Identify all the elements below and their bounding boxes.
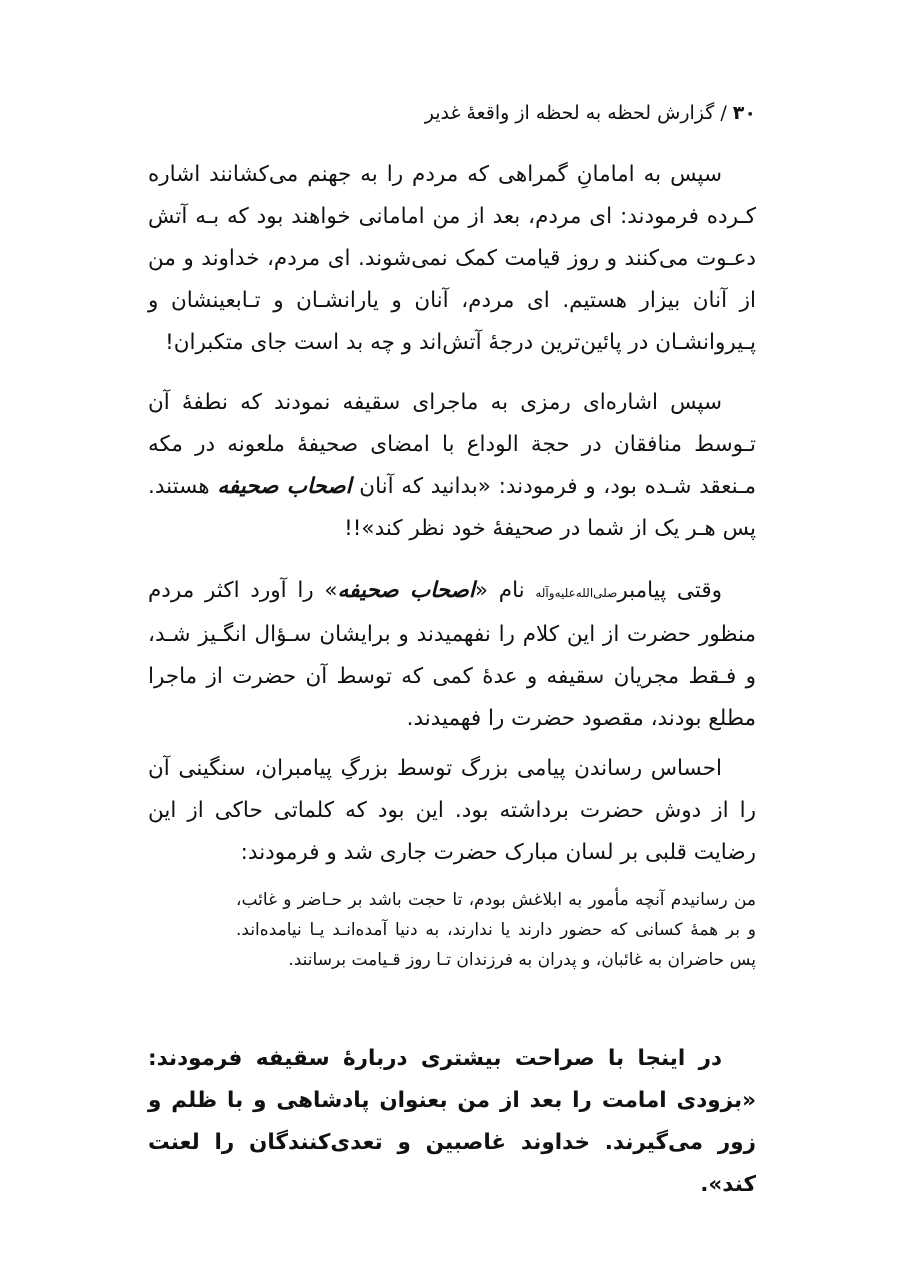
paragraph-text: وقتی پیامبر	[617, 578, 722, 603]
paragraph-text: هستند. پس هـر یک از شما در صحیفهٔ خود نظر کند»!!	[148, 474, 756, 541]
paragraph-text: نام «	[474, 578, 536, 603]
emphasis-text: اصحاب صحیفه	[337, 578, 475, 603]
page-header	[148, 100, 756, 126]
paragraph-people-reaction	[148, 570, 756, 740]
paragraph-text: » را آورد اکثر مردم منظور حضرت از این کلام را نفهمیدند و برایشان سـؤال انگـیز شـد، و فـقط مجریان سقیفه و عدهٔ کمی که توسط آن حضرت از ماجرا مطلع بودند، مقصود حضرت را فهمیدند.	[148, 578, 756, 731]
paragraph-misguided-imams: سپس به امامانِ گمراهی که مردم را به جهنم می‌کشانند اشاره کـرده فرمودند: ای مردم، بعد از من امامانی خواهند بود که بـه آتش دعـوت می‌کنند و روز قیامت کمک نمی‌شوند. ای مردم، خداوند و من از آنان بیزار هستیم. ای مردم، آنان و یارانشـان و تـابعینشان و پـیروانشـان در پائین‌ترین درجهٔ آتش‌اند و چه بد است جای متکبران!	[148, 162, 756, 355]
paragraph-text: سپس اشاره‌ای رمزی به ماجرای سقیفه نمودند که نطفهٔ آن تـوسط منافقان در حجة الوداع با امضای صحیفهٔ ملعونه در مکه مـنعقد شـده بود، و فرمودند: «بدانید که آنان	[148, 390, 756, 499]
page-number: ۳۰	[732, 102, 756, 124]
paragraph-usurpation: در اینجا با صراحت بیشتری دربارهٔ سقیفه فرمودند: «بزودی امامت را بعد از من بعنوان پادشاهی و با ظلم و زور می‌گیرند. خداوند غاصبین و تعدی‌کنندگان را لعنت کند».	[148, 1046, 756, 1197]
quotation-block: من رسانیدم آنچه مأمور به ابلاغش بودم، تا حجت باشد بر حـاضر و غائب، و بر همهٔ کسانی که حضور دارند یا ندارند، به دنیا آمده‌انـد یـا نیامده‌اند. پس حاضران به غائبان، و پدران به فرزندان تـا روز قـیامت برسانند.	[236, 890, 756, 970]
paragraph-satisfaction: احساس رساندن پیامی بزرگ توسط بزرگِ پیامبران، سنگینی آن را از دوش حضرت برداشته بود. این بود که کلماتی حاکی از این رضایت قلبی بر لسان مبارک حضرت جاری شد و فرمودند:	[148, 756, 756, 865]
honorific: صلی‌الله‌علیه‌وآله	[535, 586, 618, 600]
emphasis-text: اصحاب صحیفه	[217, 474, 352, 499]
header-separator: /	[714, 102, 733, 124]
book-title: گزارش لحظه به لحظه از واقعهٔ غدیر	[424, 102, 715, 124]
paragraph-saqifa-hint	[148, 382, 756, 550]
book-page	[148, 0, 756, 1271]
